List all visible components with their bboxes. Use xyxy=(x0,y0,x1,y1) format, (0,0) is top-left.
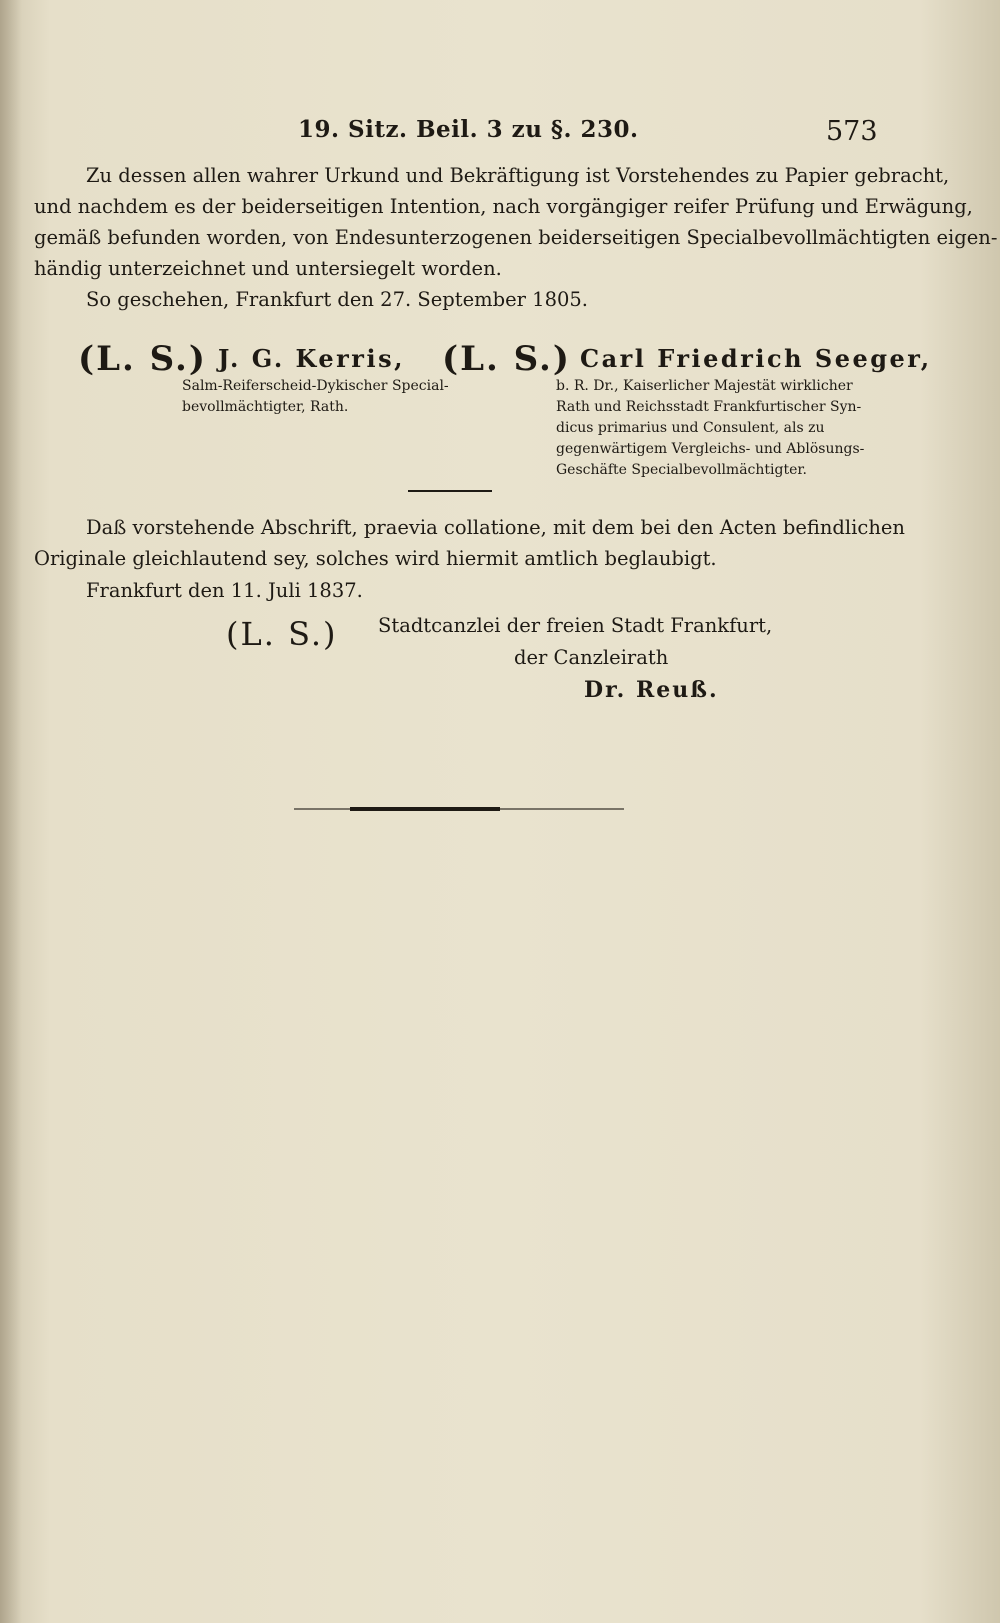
dateline-1805: So geschehen, Frankfurt den 27. September 1805. xyxy=(86,288,588,311)
section-divider xyxy=(408,490,492,492)
body-line: händig unterzeichnet und untersiegelt worden. xyxy=(34,257,502,280)
page-header xyxy=(0,112,1000,152)
official-role: der Canzleirath xyxy=(514,646,669,669)
signer-name: J. G. Kerris, xyxy=(218,344,405,373)
body-line: gemäß befunden worden, von Endesunterzogenen beiderseitigen Specialbevollmächtigten eigen- xyxy=(34,226,998,249)
binding-shadow xyxy=(0,0,22,1623)
attestation-line: Originale gleichlautend sey, solches wird hiermit amtlich beglaubigt. xyxy=(34,547,717,570)
body-line: und nachdem es der beiderseitigen Intention, nach vorgängiger reifer Prüfung und Erwägung, xyxy=(34,195,973,218)
seal-mark: (L. S.) xyxy=(442,339,571,379)
body-paragraph xyxy=(34,160,998,284)
page-number: 573 xyxy=(826,116,878,147)
end-rule xyxy=(350,807,500,811)
official-office: Stadtcanzlei der freien Stadt Frankfurt, xyxy=(378,614,773,637)
running-head: 19. Sitz. Beil. 3 zu §. 230. xyxy=(298,116,639,143)
signer-title: Salm-Reiferscheid-Dykischer Special- bevollmächtigter, Rath. xyxy=(182,378,449,415)
attestation-line: Daß vorstehende Abschrift, praevia collatione, mit dem bei den Acten befindlichen xyxy=(86,516,905,539)
attestation-paragraph xyxy=(34,512,905,574)
seal-mark: (L. S.) xyxy=(78,339,207,379)
official-seal-mark: (L. S.) xyxy=(226,615,338,653)
body-line: Zu dessen allen wahrer Urkund und Bekräftigung ist Vorstehendes zu Papier gebracht, xyxy=(86,164,950,187)
signer-name: Carl Friedrich Seeger, xyxy=(580,344,932,373)
official-signature xyxy=(378,610,838,706)
signer-title: b. R. Dr., Kaiserlicher Majestät wirklicher Rath und Reichsstadt Frankfurtischer Syn- dicus primarius und Consulent, als zu gegenwärtigem Vergleichs- und Ablösungs- Geschäfte Specialbevollmächtigter. xyxy=(556,378,865,478)
dateline-1837: Frankfurt den 11. Juli 1837. xyxy=(86,579,363,602)
official-name: Dr. Reuß. xyxy=(584,677,719,703)
